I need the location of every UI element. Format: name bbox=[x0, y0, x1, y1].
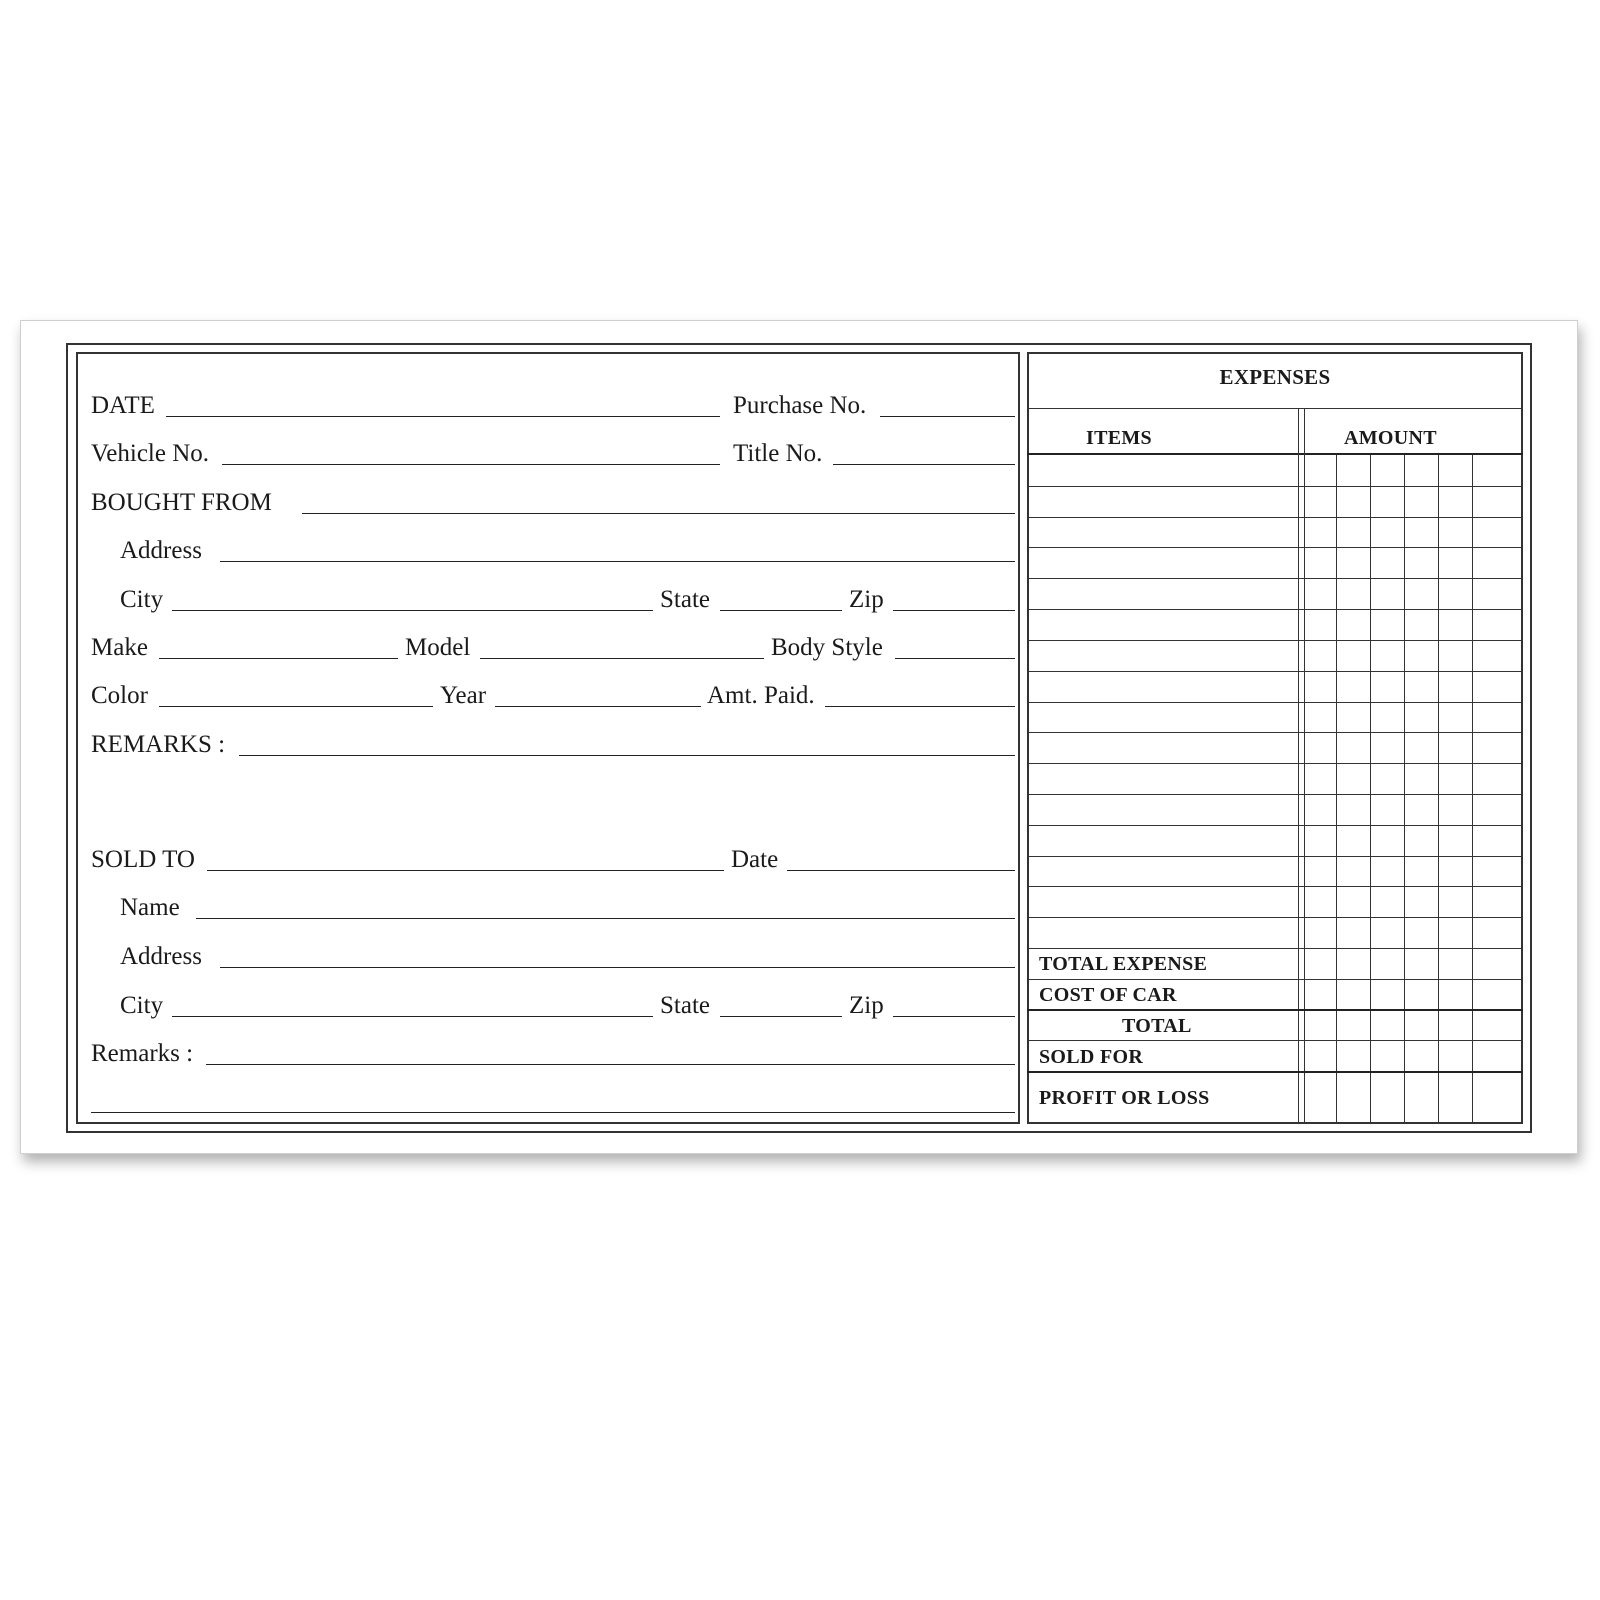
summary-divider-2 bbox=[1027, 1009, 1523, 1011]
title-no-field[interactable] bbox=[833, 464, 1015, 465]
body-style-field[interactable] bbox=[895, 658, 1015, 659]
make-label: Make bbox=[91, 634, 148, 661]
expense-row-line bbox=[1027, 671, 1523, 672]
expense-row-line bbox=[1027, 825, 1523, 826]
sold-address-label: Address bbox=[120, 943, 202, 970]
year-field[interactable] bbox=[495, 706, 701, 707]
remarks-extra-line[interactable] bbox=[91, 1112, 1015, 1113]
summary-divider-top bbox=[1027, 948, 1523, 949]
expense-row-line bbox=[1027, 547, 1523, 548]
total-label: TOTAL bbox=[1122, 1015, 1192, 1037]
amt-paid-label: Amt. Paid. bbox=[707, 682, 815, 709]
remarks-upper-field[interactable] bbox=[239, 755, 1015, 756]
amt-paid-field[interactable] bbox=[825, 706, 1015, 707]
bought-address-field[interactable] bbox=[220, 561, 1015, 562]
date-field[interactable] bbox=[166, 416, 720, 417]
sold-state-label: State bbox=[660, 992, 710, 1019]
amount-col-line-1 bbox=[1336, 455, 1337, 1124]
amount-col-line-3 bbox=[1404, 455, 1405, 1124]
cost-of-car-label: COST OF CAR bbox=[1039, 984, 1177, 1006]
bought-state-field[interactable] bbox=[720, 610, 842, 611]
expense-row-line bbox=[1027, 917, 1523, 918]
expense-row-line bbox=[1027, 517, 1523, 518]
expense-row-line bbox=[1027, 640, 1523, 641]
expense-row-line bbox=[1027, 794, 1523, 795]
total-expense-label: TOTAL EXPENSE bbox=[1039, 953, 1208, 975]
model-label: Model bbox=[405, 634, 471, 661]
bought-address-label: Address bbox=[120, 537, 202, 564]
expense-row-line bbox=[1027, 609, 1523, 610]
body-style-label: Body Style bbox=[771, 634, 883, 661]
expense-row-line bbox=[1027, 763, 1523, 764]
amount-col-line-4 bbox=[1438, 455, 1439, 1124]
sold-city-label: City bbox=[120, 992, 164, 1019]
bought-from-label: BOUGHT FROM bbox=[91, 489, 272, 516]
expense-row-line bbox=[1027, 732, 1523, 733]
sold-to-label: SOLD TO bbox=[91, 846, 195, 873]
sold-date-field[interactable] bbox=[787, 870, 1015, 871]
year-label: Year bbox=[440, 682, 487, 709]
sold-zip-field[interactable] bbox=[893, 1016, 1015, 1017]
expense-row-line bbox=[1027, 886, 1523, 887]
sold-city-field[interactable] bbox=[172, 1016, 653, 1017]
bought-zip-field[interactable] bbox=[893, 610, 1015, 611]
expense-row-line bbox=[1027, 486, 1523, 487]
title-divider bbox=[1027, 408, 1523, 409]
remarks-lower-field[interactable] bbox=[206, 1064, 1015, 1065]
color-label: Color bbox=[91, 682, 148, 709]
title-no-label: Title No. bbox=[733, 440, 823, 467]
bought-zip-label: Zip bbox=[849, 586, 884, 613]
amount-col-line-2 bbox=[1370, 455, 1371, 1124]
sold-for-label: SOLD FOR bbox=[1039, 1046, 1144, 1068]
expense-row-line bbox=[1027, 856, 1523, 857]
remarks-lower-label: Remarks : bbox=[91, 1040, 194, 1067]
expense-row-line bbox=[1027, 578, 1523, 579]
model-field[interactable] bbox=[480, 658, 764, 659]
sold-zip-label: Zip bbox=[849, 992, 884, 1019]
bought-from-field[interactable] bbox=[302, 513, 1015, 514]
purchase-no-field[interactable] bbox=[880, 416, 1015, 417]
make-field[interactable] bbox=[159, 658, 398, 659]
vehicle-no-label: Vehicle No. bbox=[91, 440, 210, 467]
date-label: DATE bbox=[91, 392, 155, 419]
summary-divider-1 bbox=[1027, 979, 1523, 980]
sold-to-field[interactable] bbox=[207, 870, 724, 871]
color-field[interactable] bbox=[159, 706, 433, 707]
expense-row-line bbox=[1027, 702, 1523, 703]
bought-city-label: City bbox=[120, 586, 164, 613]
amount-col-line-5 bbox=[1472, 455, 1473, 1124]
remarks-upper-label: REMARKS : bbox=[91, 731, 226, 758]
summary-divider-4 bbox=[1027, 1071, 1523, 1073]
purchase-no-label: Purchase No. bbox=[733, 392, 867, 419]
vehicle-no-field[interactable] bbox=[222, 464, 720, 465]
header-divider bbox=[1027, 453, 1523, 455]
items-header: ITEMS bbox=[1086, 427, 1152, 449]
expenses-title: EXPENSES bbox=[1219, 365, 1331, 389]
bought-city-field[interactable] bbox=[172, 610, 653, 611]
items-separator-b bbox=[1304, 408, 1305, 1124]
bought-state-label: State bbox=[660, 586, 710, 613]
sold-date-label: Date bbox=[731, 846, 779, 873]
summary-divider-3 bbox=[1027, 1040, 1523, 1041]
sold-name-label: Name bbox=[120, 894, 180, 921]
profit-or-loss-label: PROFIT OR LOSS bbox=[1039, 1087, 1210, 1109]
amount-header: AMOUNT bbox=[1344, 427, 1437, 449]
sold-address-field[interactable] bbox=[220, 967, 1015, 968]
sold-state-field[interactable] bbox=[720, 1016, 842, 1017]
sold-name-field[interactable] bbox=[196, 918, 1015, 919]
items-separator-a bbox=[1298, 408, 1299, 1124]
